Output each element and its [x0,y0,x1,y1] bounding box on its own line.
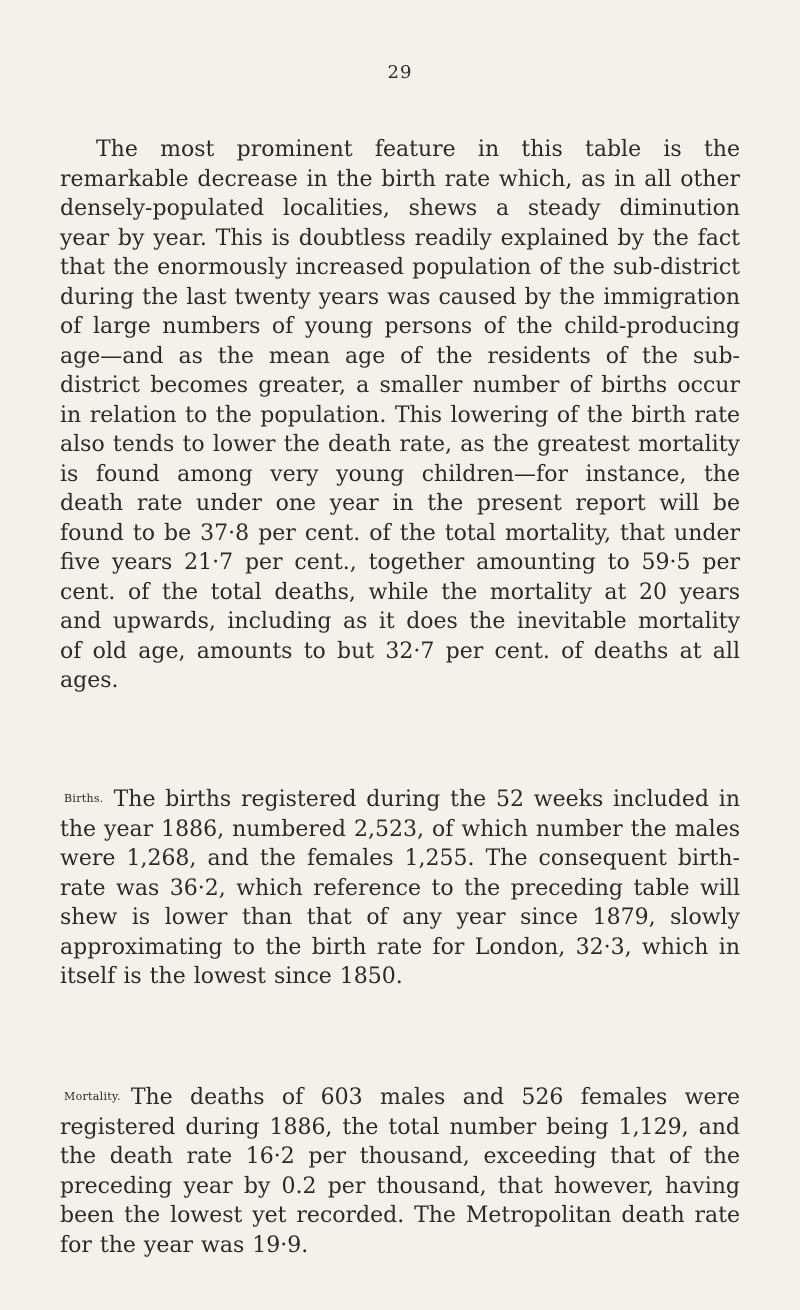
births-side-heading: Births. [64,792,104,805]
births-paragraph [60,784,740,992]
mortality-side-heading: Mortality. [64,1090,121,1103]
intro-paragraph: The most prominent feature in this table is the remarkable decrease in the birth rate which, as in all other densely-populated localities, shews a steady diminution year by year. This is doubtless readily explained by the fact that the enormously increased population of the sub-district during the last twenty years was caused by the immigration of large numbers of young persons of the child-producing age—and as the mean age of the residents of the sub-district becomes greater, a smaller number of births occur in relation to the population. This lowering of the birth rate also tends to lower the death rate, as the greatest mortality is found among very young children—for instance, the death rate under one year in the present report will be found to be 37·8 per cent. of the total mortality, that under five years 21·7 per cent., together amounting to 59·5 per cent. of the total deaths, while the mortality at 20 years and upwards, including as it does the inevitable mortality of old age, amounts to but 32·7 per cent. of deaths at all ages. [60,137,740,693]
mortality-text: The deaths of 603 males and 526 females were registered during 1886, the total number being 1,129, and the death rate 16·2 per thousand, exceeding that of the preceding year by 0.2 per thousand, that however, having been the lowest yet recorded. The Metropolitan death rate for the year was 19·9. [60,1085,740,1258]
mortality-paragraph [60,1082,740,1260]
page-number: 29 [387,62,413,83]
births-text: The births registered during the 52 weeks included in the year 1886, numbered 2,523, of which number the males were 1,268, and the females 1,255. The consequent birth-rate was 36·2, which reference to the preceding table will shew is lower than that of any year since 1879, slowly approximating to the birth rate for London, 32·3, which in itself is the lowest since 1850. [60,787,741,989]
